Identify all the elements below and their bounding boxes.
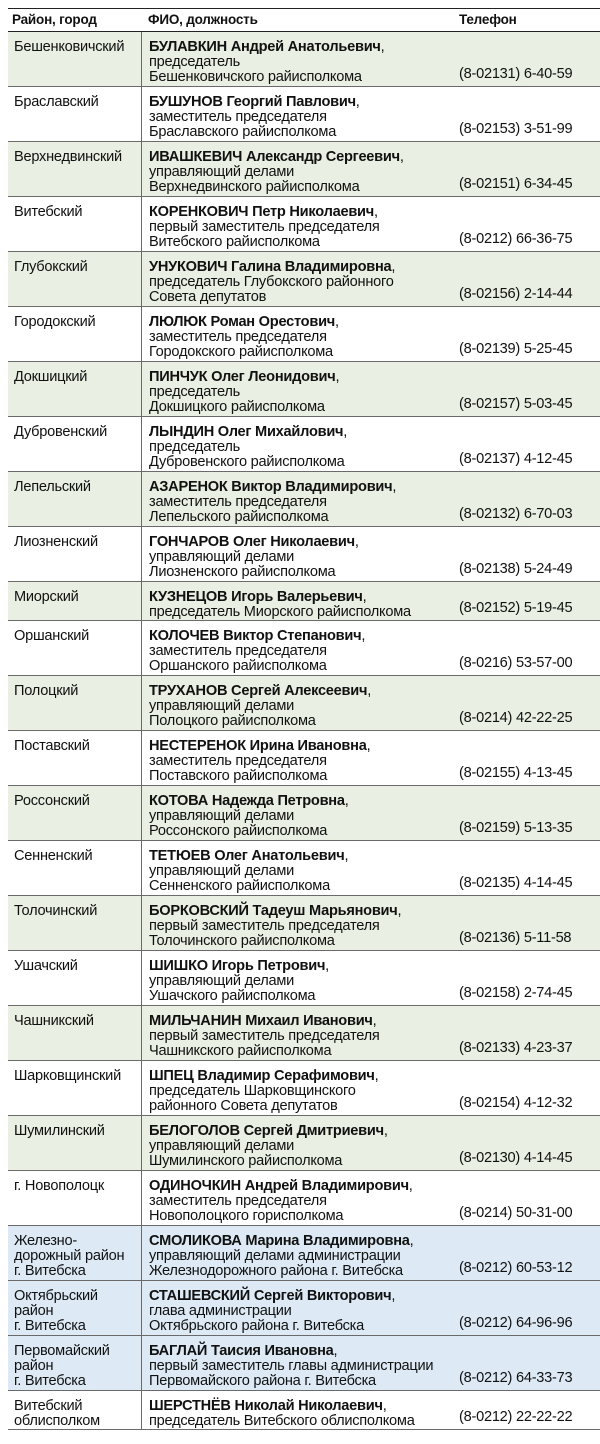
given-names: Игорь Валерьевич <box>227 589 363 605</box>
position-line: Витебского райисполкома <box>149 234 320 250</box>
name-separator: , <box>355 94 360 110</box>
region-line: Ушачский <box>14 958 78 974</box>
phone-number: (8-0216) 53-57-00 <box>459 655 573 671</box>
surname: МИЛЬЧАНИН <box>149 1013 242 1029</box>
surname: ИВАШКЕВИЧ <box>149 149 243 165</box>
region-line: Лиозненский <box>14 534 98 550</box>
person-name <box>149 739 469 754</box>
name-separator: , <box>335 314 339 330</box>
person-name <box>149 1399 469 1414</box>
person-name <box>149 1179 469 1194</box>
table-row <box>8 786 600 841</box>
position-line: председатель <box>149 439 241 455</box>
name-separator: , <box>392 479 397 495</box>
name-separator: , <box>333 1343 338 1359</box>
given-names: Олег Леонидович <box>207 369 336 385</box>
position-line: председатель <box>149 54 241 70</box>
region-cell <box>8 676 142 730</box>
region-cell <box>8 1061 142 1115</box>
region-line: Поставский <box>14 738 90 754</box>
region-cell <box>8 951 142 1005</box>
position-line: председатель <box>149 384 241 400</box>
position-line: Браславского райисполкома <box>149 124 337 140</box>
region-line: Глубокский <box>14 259 88 275</box>
position-line: Верхнедвинского райисполкома <box>149 179 360 195</box>
given-names: Виктор Владимирович <box>227 479 393 495</box>
name-separator: , <box>344 793 349 809</box>
region-cell <box>8 731 142 785</box>
person-name <box>149 425 469 440</box>
phone-number: (8-02138) 5-24-49 <box>459 561 573 577</box>
phone-number: (8-02139) 5-25-45 <box>459 341 573 357</box>
name-position-cell <box>149 535 469 580</box>
table-row <box>8 142 600 197</box>
name-position-cell <box>149 1014 469 1059</box>
phone-number: (8-0212) 64-96-96 <box>459 1315 573 1331</box>
position-line: заместитель председателя <box>149 109 327 125</box>
person-name <box>149 95 469 110</box>
phone-number: (8-02152) 5-19-45 <box>459 600 573 616</box>
phone-number: (8-02131) 6-40-59 <box>459 66 573 82</box>
surname: КОТОВА <box>149 793 209 809</box>
position-line: Сенненского райисполкома <box>149 878 330 894</box>
given-names: Игорь Петрович <box>207 958 326 974</box>
phone-number: (8-02156) 2-14-44 <box>459 286 573 302</box>
table-row <box>8 472 600 527</box>
position-line: Бешенковичского райисполкома <box>149 69 362 85</box>
region-line: Витебский <box>14 1398 83 1414</box>
header-phone: Телефон <box>459 12 517 27</box>
surname: ПИНЧУК <box>149 369 208 385</box>
phone-number: (8-0214) 42-22-25 <box>459 710 573 726</box>
table-row <box>8 1006 600 1061</box>
name-separator: , <box>397 903 402 919</box>
region-line: Октябрьский <box>14 1288 98 1304</box>
person-name <box>149 150 469 165</box>
name-separator: , <box>391 259 396 275</box>
position-line: Докшицкого райисполкома <box>149 399 325 415</box>
position-line: первый заместитель председателя <box>149 1028 380 1044</box>
person-name <box>149 629 469 644</box>
position-line: первый заместитель главы администрации <box>149 1358 434 1374</box>
position-line: председатель Шарковщинского <box>149 1083 356 1099</box>
phone-number: (8-02136) 5-11-58 <box>459 930 572 946</box>
person-name <box>149 959 469 974</box>
person-name <box>149 40 469 55</box>
table-row <box>8 527 600 582</box>
name-separator: , <box>380 39 385 55</box>
region-cell <box>8 307 142 361</box>
position-line: Новополоцкого горисполкома <box>149 1208 344 1224</box>
position-line: Оршанского райисполкома <box>149 658 327 674</box>
region-cell <box>8 252 142 306</box>
phone-number: (8-02135) 4-14-45 <box>459 875 573 891</box>
position-line: Первомайского района г. Витебска <box>149 1373 376 1389</box>
surname: ШПЕЦ <box>149 1068 194 1084</box>
surname: АЗАРЕНОК <box>149 479 228 495</box>
name-position-cell <box>149 370 469 415</box>
region-cell <box>8 1116 142 1170</box>
name-separator: , <box>366 738 371 754</box>
given-names: Сергей Дмитриевич <box>239 1123 384 1139</box>
person-name <box>149 315 469 330</box>
table-row <box>8 1391 600 1430</box>
phone-number: (8-0212) 64-33-73 <box>459 1370 573 1386</box>
table-row <box>8 417 600 472</box>
position-line: заместитель председателя <box>149 494 327 510</box>
region-cell <box>8 1391 142 1429</box>
phone-number: (8-02153) 3-51-99 <box>459 121 573 137</box>
name-position-cell <box>149 1179 469 1224</box>
phone-number: (8-0212) 60-53-12 <box>459 1260 573 1276</box>
name-position-cell <box>149 1289 469 1334</box>
region-line: облисполком <box>14 1413 100 1429</box>
region-cell <box>8 621 142 675</box>
name-separator: , <box>335 369 340 385</box>
position-line: Поставского райисполкома <box>149 768 328 784</box>
given-names: Сергей Алексеевич <box>227 683 368 699</box>
position-line: управляющий делами администрации <box>149 1248 401 1264</box>
region-line: Докшицкий <box>14 369 88 385</box>
given-names: Олег Анатольевич <box>210 848 345 864</box>
surname: ЛЮЛЮК <box>149 314 207 330</box>
surname: НЕСТЕРЕНОК <box>149 738 246 754</box>
name-position-cell <box>149 1344 469 1389</box>
position-line: районного Совета депутатов <box>149 1098 338 1114</box>
position-line: Толочинского райисполкома <box>149 933 335 949</box>
name-separator: , <box>325 958 329 974</box>
table-row <box>8 87 600 142</box>
name-separator: , <box>372 1013 377 1029</box>
person-name <box>149 684 469 699</box>
position-line: Шумилинского райисполкома <box>149 1153 343 1169</box>
region-line: район <box>14 1358 54 1374</box>
position-line: председатель Витебского облисполкома <box>149 1413 415 1429</box>
surname: ЛЫНДИН <box>149 424 214 440</box>
name-position-cell <box>149 684 469 729</box>
surname: КОРЕНКОВИЧ <box>149 204 249 220</box>
given-names: Владимир Серафимович <box>193 1068 375 1084</box>
phone-number: (8-02159) 5-13-35 <box>459 820 573 836</box>
given-names: Олег Михайлович <box>214 424 344 440</box>
table-row <box>8 1171 600 1226</box>
name-position-cell <box>149 315 469 360</box>
position-line: Городокского райисполкома <box>149 344 333 360</box>
table-row <box>8 1116 600 1171</box>
table-row <box>8 252 600 307</box>
name-separator: , <box>408 1178 413 1194</box>
name-position-cell <box>149 205 469 250</box>
table-row <box>8 1061 600 1116</box>
name-position-cell <box>149 150 469 195</box>
position-line: управляющий делами <box>149 808 295 824</box>
position-line: первый заместитель председателя <box>149 219 380 235</box>
position-line: Железнодорожного района г. Витебска <box>149 1263 403 1279</box>
name-position-cell <box>149 849 469 894</box>
name-position-cell <box>149 959 469 1004</box>
surname: ШИШКО <box>149 958 208 974</box>
region-cell <box>8 527 142 581</box>
phone-number: (8-0212) 66-36-75 <box>459 231 573 247</box>
name-position-cell <box>149 260 469 305</box>
name-position-cell <box>149 904 469 949</box>
given-names: Олег Николаевич <box>229 534 355 550</box>
position-line: управляющий делами <box>149 1138 295 1154</box>
surname: ТЕТЮЕВ <box>149 848 211 864</box>
name-separator: , <box>374 1068 379 1084</box>
phone-number: (8-02157) 5-03-45 <box>459 396 573 412</box>
given-names: Андрей Владимирович <box>240 1178 409 1194</box>
region-line: Верхнедвинский <box>14 149 122 165</box>
person-name <box>149 370 469 385</box>
given-names: Александр Сергеевич <box>242 149 400 165</box>
position-line: Совета депутатов <box>149 289 267 305</box>
position-line: первый заместитель председателя <box>149 918 380 934</box>
name-position-cell <box>149 95 469 140</box>
name-separator: , <box>399 149 404 165</box>
position-line: Чашникского райисполкома <box>149 1043 332 1059</box>
name-position-cell <box>149 1069 469 1114</box>
given-names: Марина Владимировна <box>241 1233 410 1249</box>
position-line: заместитель председателя <box>149 329 327 345</box>
position-line: управляющий делами <box>149 698 295 714</box>
region-cell <box>8 1226 142 1280</box>
phone-number: (8-02133) 4-23-37 <box>459 1040 573 1056</box>
position-line: управляющий делами <box>149 973 295 989</box>
position-line: заместитель председателя <box>149 1193 327 1209</box>
name-position-cell <box>149 425 469 470</box>
surname: СМОЛИКОВА <box>149 1233 242 1249</box>
given-names: Тадеуш Марьянович <box>248 903 398 919</box>
region-line: Железно- <box>14 1233 77 1249</box>
table-row <box>8 951 600 1006</box>
region-line: район <box>14 1303 54 1319</box>
phone-number: (8-02154) 4-12-32 <box>459 1095 573 1111</box>
surname: СТАШЕВСКИЙ <box>149 1288 251 1304</box>
position-line: Лиозненского райисполкома <box>149 564 336 580</box>
name-separator: , <box>344 848 349 864</box>
table-row <box>8 1281 600 1336</box>
region-cell <box>8 197 142 251</box>
given-names: Георгий Павлович <box>222 94 356 110</box>
person-name <box>149 1344 469 1359</box>
person-name <box>149 1014 469 1029</box>
given-names: Роман Орестович <box>206 314 336 330</box>
position-line: председатель Миорского райисполкома <box>149 604 411 620</box>
header-name-position: ФИО, должность <box>148 12 258 27</box>
surname: КОЛОЧЕВ <box>149 628 220 644</box>
region-line: Лепельский <box>14 479 91 495</box>
table-row <box>8 32 600 87</box>
region-line: Бешенковичский <box>14 39 125 55</box>
position-line: управляющий делами <box>149 863 295 879</box>
name-position-cell <box>149 739 469 784</box>
region-cell <box>8 142 142 196</box>
name-position-cell <box>149 629 469 674</box>
table-header <box>8 8 600 32</box>
region-cell <box>8 1281 142 1335</box>
person-name <box>149 480 469 495</box>
given-names: Надежда Петровна <box>208 793 345 809</box>
name-separator: , <box>343 424 348 440</box>
name-separator: , <box>361 628 366 644</box>
surname: ГОНЧАРОВ <box>149 534 230 550</box>
name-separator: , <box>374 204 378 220</box>
surname: БУШУНОВ <box>149 94 223 110</box>
region-line: дорожный район <box>14 1248 125 1264</box>
given-names: Галина Владимировна <box>227 259 392 275</box>
name-separator: , <box>409 1233 414 1249</box>
phone-number: (8-02132) 6-70-03 <box>459 506 573 522</box>
surname: БАГЛАЙ <box>149 1343 208 1359</box>
given-names: Виктор Степанович <box>219 628 362 644</box>
person-name <box>149 1124 469 1139</box>
person-name <box>149 1234 469 1249</box>
region-line: Браславский <box>14 94 99 110</box>
table-row <box>8 621 600 676</box>
table-row <box>8 197 600 252</box>
given-names: Сергей Викторович <box>250 1288 392 1304</box>
surname: УНУКОВИЧ <box>149 259 228 275</box>
region-cell <box>8 1006 142 1060</box>
region-line: г. Витебска <box>14 1373 86 1389</box>
name-separator: , <box>362 589 367 605</box>
position-line: председатель Глубокского районного <box>149 274 394 290</box>
surname: БУЛАВКИН <box>149 39 227 55</box>
name-position-cell <box>149 1124 469 1169</box>
table-row <box>8 307 600 362</box>
phone-number: (8-02155) 4-13-45 <box>459 765 573 781</box>
phone-number: (8-0214) 50-31-00 <box>459 1205 573 1221</box>
table-row <box>8 1226 600 1281</box>
person-name <box>149 1289 469 1304</box>
region-line: Шарковщинский <box>14 1068 121 1084</box>
region-cell <box>8 362 142 416</box>
surname: БОРКОВСКИЙ <box>149 903 249 919</box>
directory-table <box>8 32 600 1430</box>
person-name <box>149 590 469 605</box>
given-names: Петр Николаевич <box>248 204 374 220</box>
phone-number: (8-02151) 6-34-45 <box>459 176 573 192</box>
position-line: Полоцкого райисполкома <box>149 713 316 729</box>
phone-number: (8-02158) 2-74-45 <box>459 985 573 1001</box>
name-separator: , <box>367 683 372 699</box>
region-line: Миорский <box>14 589 79 605</box>
region-line: Оршанский <box>14 628 90 644</box>
region-cell <box>8 841 142 895</box>
region-line: Шумилинский <box>14 1123 105 1139</box>
region-cell <box>8 1171 142 1225</box>
table-row <box>8 582 600 621</box>
position-line: Ушачского райисполкома <box>149 988 316 1004</box>
surname: ТРУХАНОВ <box>149 683 228 699</box>
region-line: Чашникский <box>14 1013 94 1029</box>
table-row <box>8 841 600 896</box>
position-line: заместитель председателя <box>149 753 327 769</box>
given-names: Таисия Ивановна <box>207 1343 334 1359</box>
region-cell <box>8 786 142 840</box>
position-line: заместитель председателя <box>149 643 327 659</box>
position-line: управляющий делами <box>149 549 295 565</box>
region-line: Россонский <box>14 793 90 809</box>
region-line: Городокский <box>14 314 96 330</box>
region-line: г. Витебска <box>14 1318 86 1334</box>
name-position-cell <box>149 794 469 839</box>
name-position-cell <box>149 1399 469 1429</box>
position-line: управляющий делами <box>149 164 295 180</box>
region-line: Полоцкий <box>14 683 79 699</box>
region-cell <box>8 896 142 950</box>
region-cell <box>8 582 142 620</box>
region-line: Первомайский <box>14 1343 110 1359</box>
name-separator: , <box>354 534 359 550</box>
position-line: Октябрьского района г. Витебска <box>149 1318 365 1334</box>
name-separator: , <box>382 1398 387 1414</box>
header-region: Район, город <box>12 12 97 27</box>
given-names: Ирина Ивановна <box>245 738 367 754</box>
name-position-cell <box>149 480 469 525</box>
person-name <box>149 849 469 864</box>
region-line: Сенненский <box>14 848 93 864</box>
region-cell <box>8 87 142 141</box>
table-row <box>8 896 600 951</box>
person-name <box>149 535 469 550</box>
name-position-cell <box>149 40 469 85</box>
position-line: Дубровенского райисполкома <box>149 454 345 470</box>
region-line: Толочинский <box>14 903 98 919</box>
region-cell <box>8 1336 142 1390</box>
region-line: Дубровенский <box>14 424 108 440</box>
person-name <box>149 904 469 919</box>
name-separator: , <box>391 1288 396 1304</box>
region-line: г. Витебска <box>14 1263 86 1279</box>
phone-number: (8-02130) 4-14-45 <box>459 1150 573 1166</box>
name-position-cell <box>149 590 469 620</box>
name-separator: , <box>383 1123 388 1139</box>
position-line: Лепельского райисполкома <box>149 509 329 525</box>
person-name <box>149 205 469 220</box>
given-names: Николай Николаевич <box>230 1398 383 1414</box>
name-position-cell <box>149 1234 469 1279</box>
position-line: глава администрации <box>149 1303 292 1319</box>
person-name <box>149 260 469 275</box>
region-cell <box>8 472 142 526</box>
table-row <box>8 1336 600 1391</box>
phone-number: (8-02137) 4-12-45 <box>459 451 573 467</box>
person-name <box>149 794 469 809</box>
surname: ОДИНОЧКИН <box>149 1178 241 1194</box>
surname: КУЗНЕЦОВ <box>149 589 228 605</box>
region-cell <box>8 417 142 471</box>
surname: БЕЛОГОЛОВ <box>149 1123 240 1139</box>
table-row <box>8 731 600 786</box>
given-names: Михаил Иванович <box>241 1013 373 1029</box>
table-row <box>8 676 600 731</box>
region-cell <box>8 32 142 86</box>
region-line: г. Новополоцк <box>14 1178 104 1194</box>
given-names: Андрей Анатольевич <box>226 39 381 55</box>
surname: ШЕРСТНЁВ <box>149 1398 231 1414</box>
position-line: Россонского райисполкома <box>149 823 328 839</box>
region-line: Витебский <box>14 204 83 220</box>
table-row <box>8 362 600 417</box>
person-name <box>149 1069 469 1084</box>
phone-number: (8-0212) 22-22-22 <box>459 1409 573 1425</box>
